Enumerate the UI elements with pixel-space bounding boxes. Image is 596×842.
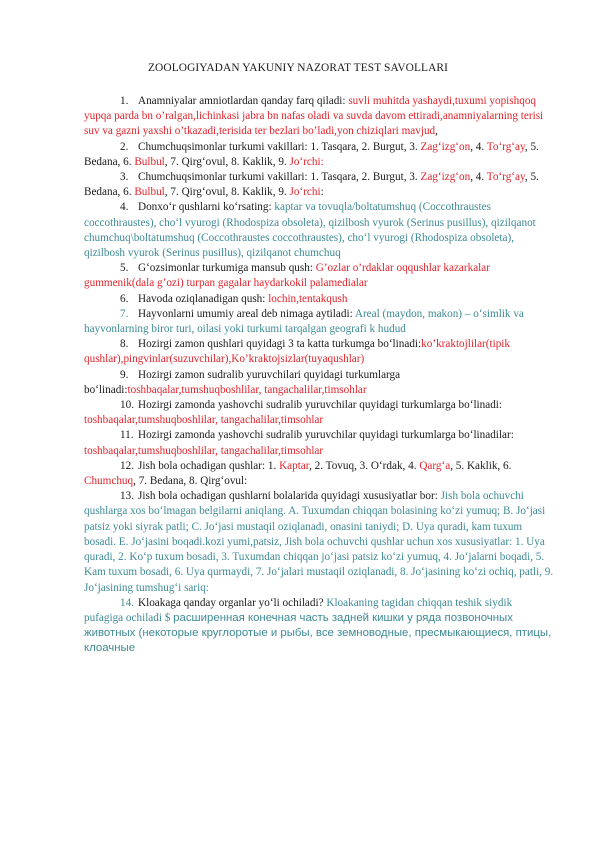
answer-part: Jo‘rchi [289,186,321,199]
answer-part: To‘rg‘ay [486,140,525,153]
answer-text: toshbaqalar,tumshuqboshlilar, tangachalilar,timsohlar [84,414,324,427]
question-part: , 7. Qirg‘ovul, 8. Kaklik, 9. [164,155,290,168]
answer-part: Zag‘izg‘on [420,140,471,153]
question-number: 5. [120,262,129,275]
question-1 [84,94,554,140]
answer-part: Qarg‘a [419,459,451,472]
question-part: , 4. [470,171,487,184]
answer-part: Chumchuq [84,475,134,488]
answer-text: Areal (maydon, makon) – o‘simlik va hayvonlarning biror turi, oilasi yoki turkumi tarqalgan geografi k hudud [84,307,524,336]
question-text: Hozirgi zamonda yashovchi sudralib yuruvchilar quyidagi turkumlarga bo‘linadilar: [138,429,514,442]
question-number: 6. [120,292,129,305]
answer-part: Jo‘rchi: [289,155,324,168]
question-text: Anamniyalar amniotlardan qanday farq qiladi: [138,95,349,107]
question-6 [84,292,554,307]
question-9 [84,368,554,398]
answer-text: kaptar va tovuqla/boltatumshuq (Coccothraustes coccothraustes), cho‘l vyurogi (Rhodospiza obsoleta), qizilbosh vyurok (Serinus pusillus), qizilqanot chumchuq\boltatumshuq (Coccothraustes coccothraustes), cho‘l vyurogi (Rhodospiza obsoleta), qizilbosh vyurok (Serinus pusillus), qizilqanot chumchuq [84,201,536,260]
question-text: Donxo‘r qushlarni ko‘rsating: [138,201,275,214]
question-number: 8. [120,338,129,351]
answer-text: toshbaqalar,tumshuqboshlilar, tangachalilar,timsohlar [84,444,324,457]
question-number: 14. [120,596,134,609]
answer-part: Bulbul [134,186,165,199]
answer-text: ko’kraktojlilar(tipik qushlar),pingvinlar(suzuvchilar),Ko’kraktojsizlar(tuyaqushlar) [84,338,511,366]
question-14 [84,596,554,657]
question-part: , 5. Bedana, 6. [84,171,539,199]
question-5 [84,261,554,291]
page-title: ZOOLOGIYADAN YAKUNIY NAZORAT TEST SAVOLLARI [147,62,449,74]
question-4 [84,200,554,261]
answer-part: Kaptar [279,459,310,472]
question-number: 13. [120,490,134,503]
question-text: Jish bola ochadigan qushlarni bolalarida quyidagi xususiyatlar bor: [138,490,441,503]
question-text: Jish bola ochadigan qushlar: 1. [138,459,280,472]
question-number: 11. [120,429,134,442]
question-8 [84,337,554,367]
question-12 [84,459,554,489]
answer-part: Zag‘izg‘on [420,171,471,184]
question-part: , 7. Bedana, 8. Qirg‘ovul: [133,475,248,488]
question-part: , 5. Bedana, 6. [84,140,539,168]
question-text: Hozirgi zamonda yashovchi sudralib yuruvchilar quyidagi turkumlarga bo‘linadi: [138,399,503,412]
question-10 [84,398,554,428]
question-2 [84,140,554,170]
answer-text: suvli muhitda yashaydi,tuxumi yopishqoq yupqa parda bn o’ralgan,lichinkasi jabra bn nafas oladi va suvda davom ettiradi,anamniyalarning terisi suv va gazni yaxshi o’tkazadi,terisida ter bezlari bo’ladi,yon chiziqlari mavjud [84,95,544,138]
question-number: 3. [120,171,129,184]
question-list [84,94,554,657]
question-part: : [320,186,324,199]
answer-text: lochin,tentakqush [268,292,348,305]
question-text: Hayvonlarni umumiy areal deb nimaga aytiladi: [138,307,355,320]
answer-tail: , [435,125,438,138]
question-text: Chumchuqsimonlar turkumi vakillari: 1. Tasqara, 2. Burgut, 3. [138,140,421,153]
answer-text: G’ozlar o’rdaklar oqqushlar kazarkalar gummenik(dala g’ozi) turpan gagalar haydarkokil palamedialar [84,262,490,290]
question-text: Chumchuqsimonlar turkumi vakillari: 1. Tasqara, 2. Burgut, 3. [138,171,421,184]
question-text: Hozirgi zamon qushlari quyidagi 3 ta katta turkumga bo‘linadi: [138,338,422,351]
question-number: 2. [120,140,129,153]
question-text: Kloakaga qanday organlar yo‘li ochiladi? [138,596,327,609]
question-13 [84,489,554,595]
question-part: , 7. Qirg‘ovul, 8. Kaklik, 9. [164,186,290,199]
question-number: 4. [120,201,129,214]
question-number: 7. [120,307,129,320]
question-7 [84,307,554,337]
question-number: 12. [120,459,134,472]
question-11 [84,428,554,458]
question-part: , 4. [470,140,487,153]
answer-text: toshbaqalar,tumshuqboshlilar, tangachalilar,timsohlar [127,383,367,396]
answer-part: Bulbul [134,155,165,168]
question-number: 10. [120,399,134,412]
answer-text: Kloakaning tagidan chiqqan teshik siydik pufagiga ochiladi $ [84,596,513,624]
answer-text-russian: расширенная конечная часть задней кишки у ряда позвоночных животных (некоторые круглоротые и рыбы, все земноводные, пресмыкающиеся, птицы, клоачные [84,611,552,655]
question-number: 1. [120,95,129,107]
question-text: Havoda oziqlanadigan qush: [138,292,269,305]
answer-text: Jish bola ochuvchi qushlarga xos bo‘lmagan belgilarni aniqlang. A. Tuxumdan chiqqan bolasining ko‘zi yumuq; B. Jo‘jasi patsiz yoki siyrak patli; C. Jo‘jasi mustaqil oziqlanadi, onasini taniydi; D. Uya quradi, kam tuxum bosadi. E. Jo‘jasini boqadi.kozi yumi,patsiz, Jish bola ochuvchi qushlar uchun xos xususiyatlar: 1. Uya quradi, 2. Ko‘p tuxum bosadi, 3. Tuxumdan chiqqan jo‘jasi patsiz ko‘zi yumuq, 4. Jo‘jalarni boqadi, 5. Kam tuxum bosadi, 6. Uya qurmaydi, 7. Jo‘jalari mustaqil oziqlanadi, 8. Jo‘jasining ko‘zi ochiq, patli, 9. Jo‘jasining tumshug‘i sariq: [84,490,554,594]
question-number: 9. [120,368,129,381]
question-part: , 2. Tovuq, 3. O‘rdak, 4. [309,459,420,472]
question-3 [84,170,554,200]
question-text: G‘ozsimonlar turkumiga mansub qush: [138,262,316,275]
question-part: , 5. Kaklik, 6. [450,459,512,472]
answer-part: To‘rg‘ay [486,171,525,184]
question-text: Hozirgi zamon sudralib yuruvchilari quyidagi turkumlarga bo‘linadi: [84,368,401,396]
